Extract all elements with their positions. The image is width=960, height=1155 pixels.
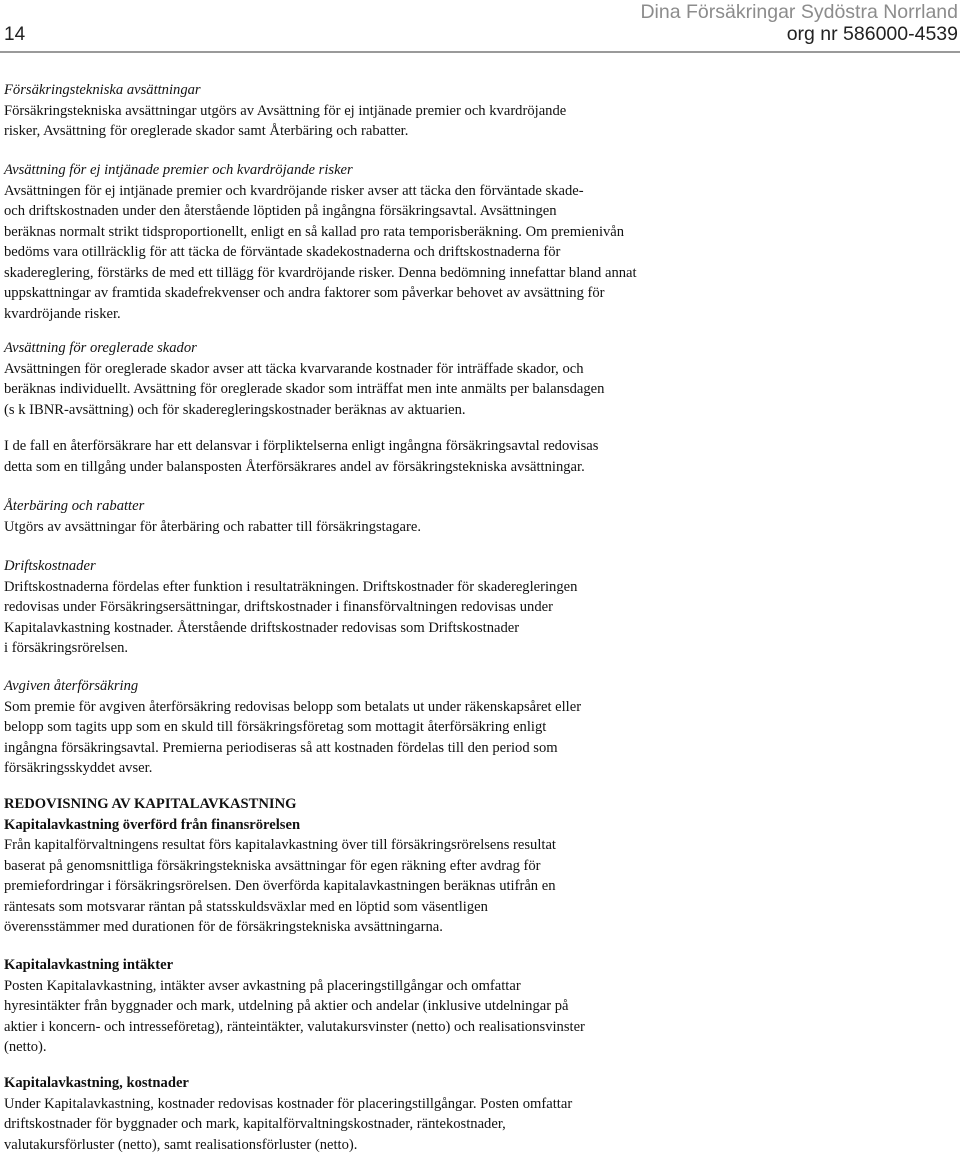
paragraph-line: och driftskostnaden under den återstående löptiden på ingångna försäkringsavtal. Avsättningen [4, 203, 557, 219]
paragraph-line: beräknas individuellt. Avsättning för oreglerade skador som inträffat men inte anmälts per balansdagen [4, 381, 605, 397]
paragraph-line: Utgörs av avsättningar för återbäring och rabatter till försäkringstagare. [4, 518, 421, 535]
section-driftskostnader [4, 556, 954, 659]
paragraph-line: Försäkringstekniska avsättningar utgörs av Avsättning för ej intjänade premier och kvardröjande [4, 102, 567, 119]
header-divider [0, 51, 960, 53]
section-kapitalavkastning-kostnader [4, 1073, 954, 1155]
paragraph-line: försäkringsskyddet avser. [4, 760, 153, 776]
paragraph-line: bedöms vara otillräcklig för att täcka de förväntade skadekostnaderna och driftskostnaderna för [4, 244, 561, 260]
page-header [0, 0, 960, 52]
paragraph-line: valutakursförluster (netto), samt realisationsförluster (netto). [4, 1136, 358, 1153]
paragraph-line: redovisas under Försäkringsersättningar, driftskostnader i finansförvaltningen redovisas under [4, 599, 553, 615]
section-avgiven-aterforsakring [4, 676, 954, 779]
section-heading: Kapitalavkastning intäkter [4, 957, 174, 973]
paragraph-line: ingångna försäkringsavtal. Premierna periodiseras så att kostnaden fördelas till den period som [4, 739, 558, 756]
paragraph-line: Driftskostnaderna fördelas efter funktion i resultaträkningen. Driftskostnader för skaderegleringen [4, 578, 578, 595]
page-number: 14 [4, 24, 26, 45]
paragraph-line: (netto). [4, 1039, 47, 1055]
section-heading: Försäkringstekniska avsättningar [4, 82, 201, 98]
paragraph-line: skadereglering, förstärks de med ett tillägg för kvardröjande risker. Denna bedömning innefattar bland annat [4, 264, 637, 281]
section-aterforsakrare [4, 436, 954, 477]
paragraph-line: premiefordringar i försäkringsrörelsen. Den överförda kapitalavkastningen beräknas utifrån en [4, 878, 556, 894]
paragraph-line: överensstämmer med durationen för de försäkringstekniska avsättningarna. [4, 919, 443, 935]
section-redovisning-kapitalavkastning [4, 794, 954, 938]
section-heading: REDOVISNING AV KAPITALAVKASTNING [4, 796, 297, 812]
paragraph-line: driftskostnader för byggnader och mark, kapitalförvaltningskostnader, räntekostnader, [4, 1116, 506, 1132]
paragraph-line: risker, Avsättning för oreglerade skador samt Återbäring och rabatter. [4, 123, 409, 139]
paragraph-line: Avsättningen för oreglerade skador avser att täcka kvarvarande kostnader för inträffade skador, och [4, 360, 584, 377]
paragraph-line: räntesats som motsvarar räntan på statsskuldsväxlar med en löptid som väsentligen [4, 898, 488, 915]
section-heading: Kapitalavkastning, kostnader [4, 1075, 189, 1091]
paragraph-line: Under Kapitalavkastning, kostnader redovisas kostnader för placeringstillgångar. Posten omfattar [4, 1095, 573, 1112]
paragraph-line: hyresintäkter från byggnader och mark, utdelning på aktier och andelar (inklusive utdelningar på [4, 998, 569, 1014]
paragraph-line: Avsättningen för ej intjänade premier och kvardröjande risker avser att täcka den förväntade skade- [4, 182, 584, 199]
paragraph-line: beräknas normalt strikt tidsproportionellt, enligt en så kallad pro rata temporisberäkning. Om premienivån [4, 223, 625, 240]
paragraph-line: kvardröjande risker. [4, 305, 121, 322]
section-heading: Avgiven återförsäkring [4, 678, 139, 694]
section-ej-intjanade [4, 160, 954, 324]
section-kapitalavkastning-intakter [4, 955, 954, 1058]
paragraph-line: Från kapitalförvaltningens resultat förs kapitalavkastning över till försäkringsrörelsens resultat [4, 837, 556, 853]
paragraph-line: Som premie för avgiven återförsäkring redovisas belopp som betalats ut under räkenskapsåret eller [4, 698, 582, 715]
section-heading: Kapitalavkastning överförd från finansrörelsen [4, 816, 301, 833]
organization-name: Dina Försäkringar Sydöstra Norrland [640, 1, 958, 23]
paragraph-line: uppskattningar av framtida skadefrekvenser och andra faktorer som påverkar behovet av avsättning för [4, 285, 605, 301]
paragraph-line: (s k IBNR-avsättning) och för skaderegleringskostnader beräknas av aktuarien. [4, 401, 466, 418]
paragraph-line: i försäkringsrörelsen. [4, 640, 129, 656]
section-heading: Återbäring och rabatter [4, 498, 145, 514]
section-aterbaring [4, 496, 954, 537]
section-forsakringstekniska [4, 80, 954, 142]
paragraph-line: Posten Kapitalavkastning, intäkter avser avkastning på placeringstillgångar och omfattar [4, 977, 521, 994]
paragraph-line: Kapitalavkastning kostnader. Återstående driftskostnader redovisas som Driftskostnader [4, 619, 520, 636]
section-oreglerade-skador [4, 338, 954, 420]
section-heading: Driftskostnader [4, 558, 96, 574]
paragraph-line: baserat på genomsnittliga försäkringstekniska avsättningar för egen räkning efter avdrag för [4, 857, 541, 874]
paragraph-line: aktier i koncern- och intresseföretag), ränteintäkter, valutakursvinster (netto) och realisationsvinster [4, 1018, 585, 1035]
section-heading: Avsättning för oreglerade skador [4, 340, 197, 356]
paragraph-line: I de fall en återförsäkrare har ett delansvar i förpliktelserna enligt ingångna försäkringsavtal redovisas [4, 438, 599, 454]
section-heading: Avsättning för ej intjänade premier och kvardröjande risker [4, 162, 353, 178]
organization-number: org nr 586000-4539 [786, 23, 958, 45]
paragraph-line: detta som en tillgång under balansposten Återförsäkrares andel av försäkringstekniska avsättningar. [4, 458, 585, 475]
paragraph-line: belopp som tagits upp som en skuld till försäkringsföretag som mottagit återförsäkring enligt [4, 719, 547, 735]
